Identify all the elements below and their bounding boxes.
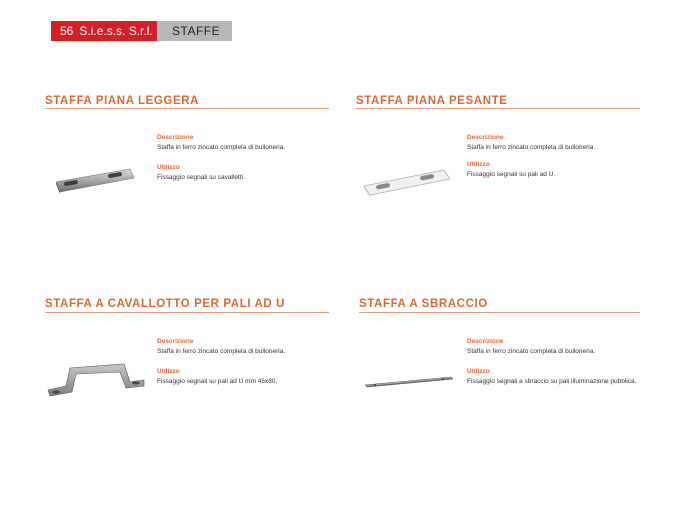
usage-label: Utilizzo [157, 368, 180, 375]
description-label: Descrizione [157, 134, 194, 141]
description-label: Descrizione [467, 134, 504, 141]
description-text: Staffa in ferro zincato completa di bulloneria. [467, 348, 596, 355]
description-label: Descrizione [157, 338, 194, 345]
page-number: 56 [60, 24, 74, 38]
product-title: STAFFA A SBRACCIO [359, 298, 488, 310]
description-label: Descrizione [467, 338, 504, 345]
description-text: Staffa in ferro zincato completa di bulloneria. [157, 348, 286, 355]
header-section: STAFFE [157, 21, 232, 41]
header-brand-block [51, 21, 157, 41]
description-text: Staffa in ferro zincato completa di bulloneria. [467, 144, 596, 151]
title-divider [45, 312, 329, 313]
flat-light-bracket-image [50, 162, 140, 198]
product-title: STAFFA A CAVALLOTTO PER PALI AD U [45, 298, 285, 310]
title-divider [359, 312, 640, 313]
title-divider [356, 108, 640, 109]
description-text: Staffa in ferro zincato completa di bulloneria. [157, 144, 286, 151]
outreach-bracket-image [363, 374, 455, 388]
usage-label: Utilizzo [157, 164, 180, 171]
flat-heavy-bracket-image [360, 162, 454, 198]
product-title: STAFFA PIANA PESANTE [356, 95, 508, 107]
title-divider [45, 108, 329, 109]
usage-label: Utilizzo [467, 161, 490, 168]
usage-text: Fissaggio segnali su cavalletti. [157, 174, 245, 181]
brand-name: S.i.e.s.s. S.r.l. [79, 24, 153, 38]
page-header [51, 21, 232, 41]
usage-text: Fissaggio segnali su pali ad U mm 45x80. [157, 378, 278, 385]
usage-text: Fissaggio segnali su pali ad U. [467, 171, 556, 178]
usage-text: Fissaggio segnali a sbraccio su pali illuminazione pubblica. [467, 378, 637, 385]
usage-label: Utilizzo [467, 368, 490, 375]
u-clamp-bracket-image [44, 360, 148, 400]
product-title: STAFFA PIANA LEGGERA [45, 95, 200, 107]
